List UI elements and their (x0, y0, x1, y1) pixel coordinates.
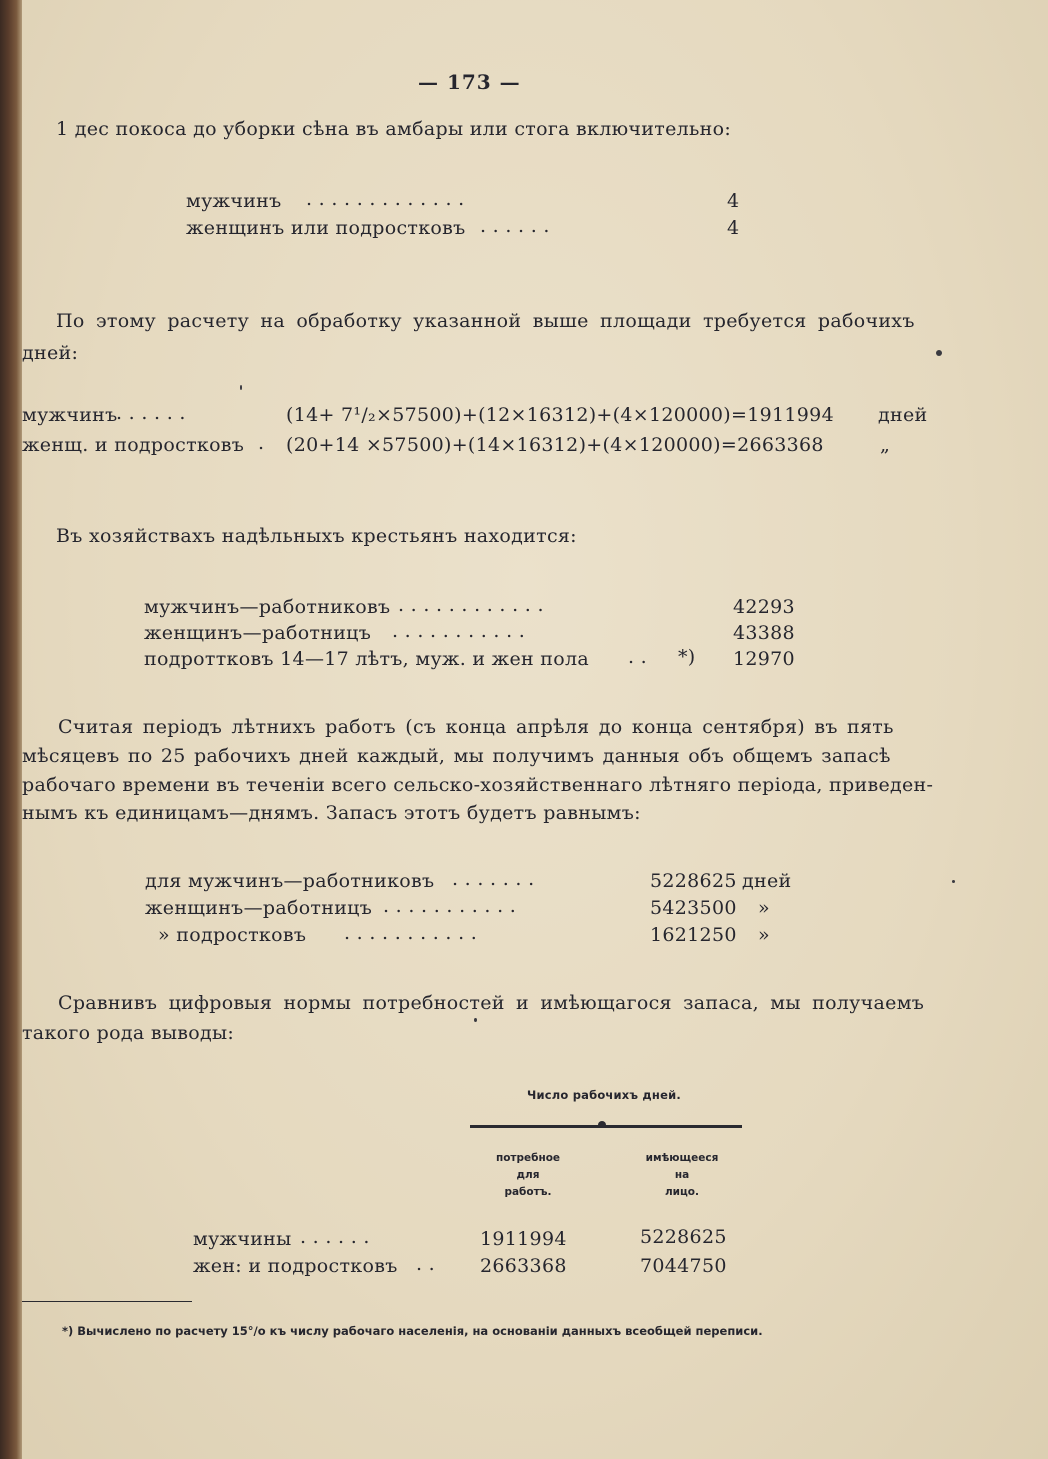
reserve-unit: » (758, 924, 770, 946)
footnote-marker: *) (678, 646, 696, 668)
calc-dots: . . . . . . (116, 402, 186, 424)
workers-dots: . . . . . . . . . . . (392, 620, 526, 642)
column-header-have: имѣющееся на лицо. (645, 1152, 719, 1198)
paragraph-line: Считая періодъ лѣтнихъ работъ (съ конца апрѣля до конца сентября) въ пять (58, 716, 894, 738)
norm-dots: . . . . . . . . . . . . . (306, 188, 465, 210)
norm-label: женщинъ или подростковъ (186, 217, 466, 239)
table-top-rule (470, 1125, 742, 1128)
paragraph-line: такого рода выводы: (22, 1022, 235, 1044)
workers-label: мужчинъ—работниковъ (144, 596, 391, 618)
norm-label: мужчинъ (186, 190, 282, 212)
reserve-dots: . . . . . . . . . . . (344, 922, 478, 944)
norm-dots: . . . . . . (480, 215, 550, 237)
paragraph-line: дней: (22, 342, 79, 364)
paragraph-line: По этому расчету на обработку указанной выше площади требуется рабочихъ (56, 310, 915, 332)
table-cell-need: 2663368 (480, 1255, 567, 1277)
scan-speck (240, 385, 242, 390)
calc-formula: (14+ 7¹/₂×57500)+(12×16312)+(4×120000)=1911994 (286, 404, 834, 426)
paragraph-line: мѣсяцевъ по 25 рабочихъ дней каждый, мы получимъ данныя объ общемъ запасѣ (22, 745, 891, 767)
workers-label: женщинъ—работницъ (144, 622, 372, 644)
table-row-dots: . . . . . . (300, 1226, 370, 1248)
workers-label: подроттковъ 14—17 лѣтъ, муж. и жен пола (144, 648, 590, 670)
calc-label: мужчинъ (22, 404, 118, 426)
intro-line: 1 дес покоса до уборки сѣна въ амбары или стога включительно: (56, 118, 732, 140)
scan-speck (952, 880, 955, 883)
paragraph-line: нымъ къ единицамъ—днямъ. Запасъ этотъ будетъ равнымъ: (22, 802, 641, 824)
calc-unit: дней (878, 404, 928, 426)
table-cell-need: 1911994 (480, 1228, 567, 1250)
footnote-text: *) Вычислено по расчету 15°/о къ числу рабочаго населенія, на основаніи данныхъ всеобщей переписи. (62, 1324, 763, 1338)
reserve-dots: . . . . . . . (452, 868, 535, 890)
reserve-unit: » (758, 897, 770, 919)
table-row-label: мужчины (193, 1228, 292, 1250)
workers-value: 43388 (733, 622, 795, 644)
reserve-value: 5423500 (650, 897, 737, 919)
reserve-unit: дней (742, 870, 792, 892)
calc-dots: . (258, 432, 265, 454)
paragraph-line: рабочаго времени въ теченіи всего сельско-хозяйственнаго лѣтняго періода, приведен- (22, 774, 934, 796)
calc-label: женщ. и подростковъ (22, 434, 245, 456)
book-binding-edge (0, 0, 22, 1459)
norm-value: 4 (727, 190, 740, 212)
calc-unit: „ (880, 434, 891, 456)
reserve-value: 5228625 (650, 870, 737, 892)
workers-dots: . . . . . . . . . . . . (398, 594, 544, 616)
page-number: — 173 — (418, 70, 521, 94)
reserve-dots: . . . . . . . . . . . (383, 895, 517, 917)
table-caption: Число рабочихъ дней. (527, 1088, 681, 1102)
table-row-dots: . . (416, 1253, 436, 1275)
paragraph-line: Сравнивъ цифровыя нормы потребностей и имѣющагося запаса, мы получаемъ (58, 992, 925, 1014)
reserve-label: женщинъ—работницъ (145, 897, 373, 919)
table-cell-have: 5228625 (640, 1226, 727, 1248)
calc-formula: (20+14 ×57500)+(14×16312)+(4×120000)=2663368 (286, 434, 824, 456)
norm-value: 4 (727, 217, 740, 239)
column-header-need: потребное для работъ. (495, 1152, 561, 1198)
workers-value: 42293 (733, 596, 795, 618)
footnote-rule (22, 1301, 192, 1302)
table-rule-brace (598, 1121, 606, 1125)
paragraph-line: Въ хозяйствахъ надѣльныхъ крестьянъ находится: (56, 525, 577, 547)
reserve-label: » подростковъ (158, 924, 307, 946)
workers-value: 12970 (733, 648, 795, 670)
reserve-value: 1621250 (650, 924, 737, 946)
workers-dots: . . (628, 646, 648, 668)
table-cell-have: 7044750 (640, 1255, 727, 1277)
table-row-label: жен: и подростковъ (193, 1255, 398, 1277)
scan-speck (936, 350, 942, 356)
reserve-label: для мужчинъ—работниковъ (145, 870, 435, 892)
scan-speck (474, 1018, 477, 1022)
